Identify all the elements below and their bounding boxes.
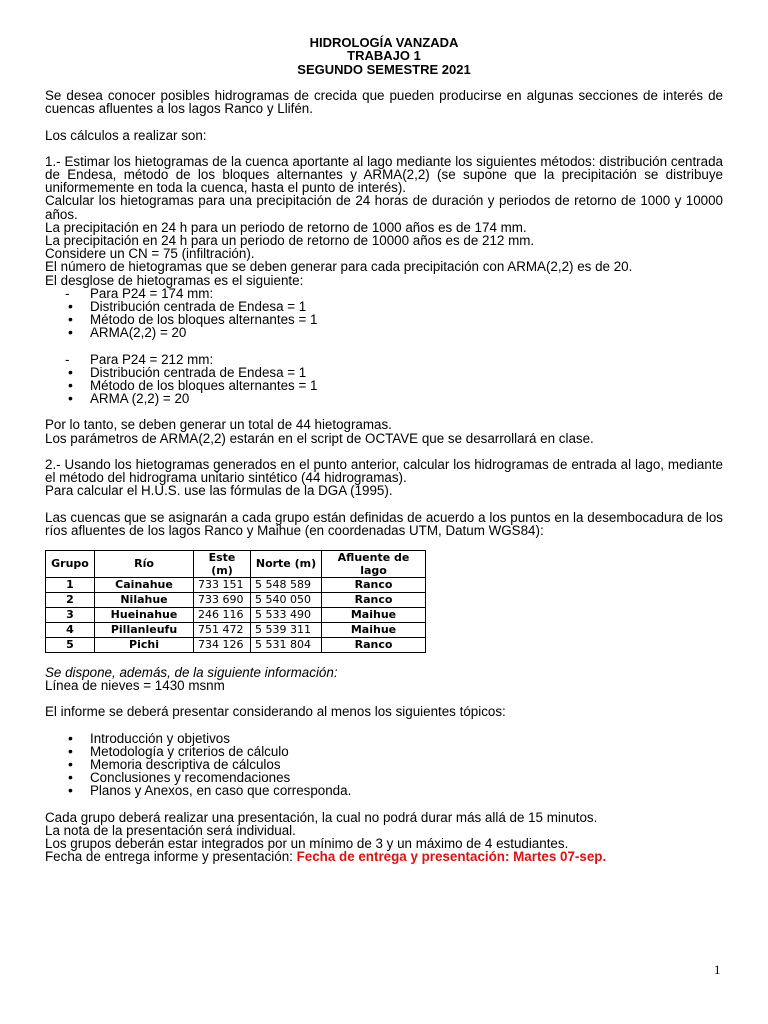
item1-line1: Calcular los hietogramas para una precipitación de 24 horas de duración y periodos de retorno de 1000 y 10000 años. bbox=[45, 193, 723, 222]
table-row: 5 Pichi 734 126 5 531 804 Ranco bbox=[46, 637, 426, 652]
title-semester: SEGUNDO SEMESTRE 2021 bbox=[297, 61, 471, 77]
document-title bbox=[45, 36, 723, 76]
calc-intro: Los cálculos a realizar son: bbox=[45, 127, 207, 143]
list-item: • Método de los bloques alternantes = 1 bbox=[90, 313, 723, 326]
breakdown-212-label: - Para P24 = 212 mm: bbox=[65, 351, 214, 367]
title-assignment: TRABAJO 1 bbox=[347, 48, 421, 64]
col-header: Este (m) bbox=[194, 550, 251, 577]
table-row: 3 Hueinahue 246 116 5 533 490 Maihue bbox=[46, 607, 426, 622]
deadline-label: Fecha de entrega informe y presentación: bbox=[45, 849, 297, 865]
item2-paragraph: 2.- Usando los hietogramas generados en el punto anterior, calcular los hidrogramas de entrada al lago, mediante el método del hidrograma unitario sintético (44 hidrogramas). bbox=[45, 456, 723, 486]
list-item: • ARMA (2,2) = 20 bbox=[90, 392, 723, 405]
dash-marker: - bbox=[65, 285, 70, 301]
document-page bbox=[45, 36, 723, 863]
breakdown-212 bbox=[45, 353, 723, 366]
col-header: Grupo bbox=[46, 550, 95, 577]
list-item: • Distribución centrada de Endesa = 1 bbox=[90, 366, 723, 379]
dash-marker: - bbox=[65, 351, 70, 367]
intro-paragraph: Se desea conocer posibles hidrogramas de crecida que pueden producirse en algunas secciones de interés de cuencas afluentes a los lagos Ranco y Llifén. bbox=[45, 88, 723, 117]
col-header: Norte (m) bbox=[251, 550, 322, 577]
col-header: Río bbox=[95, 550, 194, 577]
table-row: 1 Cainahue 733 151 5 548 589 Ranco bbox=[46, 577, 426, 592]
item2-line1: Para calcular el H.U.S. use las fórmulas de la DGA (1995). bbox=[45, 483, 393, 499]
breakdown-174-list bbox=[45, 300, 723, 340]
report-intro: El informe se deberá presentar considerando al menos los siguientes tópicos: bbox=[45, 704, 506, 720]
breakdown-174-label: - Para P24 = 174 mm: bbox=[65, 285, 214, 301]
closing-line3: Los grupos deberán estar integrados por un mínimo de 3 y un máximo de 4 estudiantes. bbox=[45, 835, 569, 851]
item1-line2: La precipitación en 24 h para un periodo de retorno de 1000 años es de 174 mm. bbox=[45, 219, 527, 235]
item1-line5: El número de hietogramas que se deben generar para cada precipitación con ARMA(2,2) es de 20. bbox=[45, 259, 633, 275]
table-header-row bbox=[46, 550, 426, 577]
report-topics bbox=[45, 732, 723, 798]
total-line1: Por lo tanto, se deben generar un total de 44 hietogramas. bbox=[45, 417, 392, 433]
list-item: • ARMA(2,2) = 20 bbox=[90, 326, 723, 339]
table-row: 4 Pillanleufu 751 472 5 539 311 Maihue bbox=[46, 622, 426, 637]
breakdown-212-list bbox=[45, 366, 723, 406]
list-item: • Metodología y criterios de cálculo bbox=[90, 745, 723, 758]
snow-line: Línea de nieves = 1430 msnm bbox=[45, 678, 225, 694]
basins-paragraph: Las cuencas que se asignarán a cada grupo están definidas de acuerdo a los puntos en la desembocadura de los ríos afluentes de los lagos Ranco y Maihue (en coordenadas UTM, Datum WGS84): bbox=[45, 509, 723, 538]
list-item: • Método de los bloques alternantes = 1 bbox=[90, 379, 723, 392]
list-item: • Introducción y objetivos bbox=[90, 732, 723, 745]
item1-line6: El desglose de hietogramas es el siguiente: bbox=[45, 272, 304, 288]
extra-info-heading: Se dispone, además, de la siguiente información: bbox=[45, 664, 338, 680]
deadline-highlight: Fecha de entrega y presentación: Martes 07-sep. bbox=[296, 849, 607, 865]
closing-line4 bbox=[45, 850, 723, 863]
item1-paragraph: 1.- Estimar los hietogramas de la cuenca aportante al lago mediante los siguientes métodos: distribución centrada de Endesa, método de los bloques alternantes y ARMA(2,2) (se supone que la precipitación se distribuye uniformemente en toda la cuenca, hasta el punto de interés). bbox=[45, 153, 723, 196]
closing-line1: Cada grupo deberá realizar una presentación, la cual no podrá durar más allá de 15 minutos. bbox=[45, 809, 598, 825]
title-course: HIDROLOGÍA VANZADA bbox=[309, 35, 459, 50]
col-header: Afluente de lago bbox=[322, 550, 426, 577]
item1-line3: La precipitación en 24 h para un periodo de retorno de 10000 años es de 212 mm. bbox=[45, 233, 535, 249]
list-item: • Conclusiones y recomendaciones bbox=[90, 771, 723, 784]
total-line2: Los parámetros de ARMA(2,2) estarán en el script de OCTAVE que se desarrollará en clase. bbox=[45, 430, 594, 446]
item1-line4: Considere un CN = 75 (infiltración). bbox=[45, 246, 255, 262]
page-number: 1 bbox=[714, 962, 721, 977]
list-item: • Planos y Anexos, en caso que corresponda. bbox=[90, 784, 723, 797]
table-row: 2 Nilahue 733 690 5 540 050 Ranco bbox=[46, 592, 426, 607]
list-item: • Memoria descriptiva de cálculos bbox=[90, 758, 723, 771]
basins-table bbox=[45, 550, 426, 653]
closing-line2: La nota de la presentación será individual. bbox=[45, 822, 296, 838]
list-item: • Distribución centrada de Endesa = 1 bbox=[90, 300, 723, 313]
